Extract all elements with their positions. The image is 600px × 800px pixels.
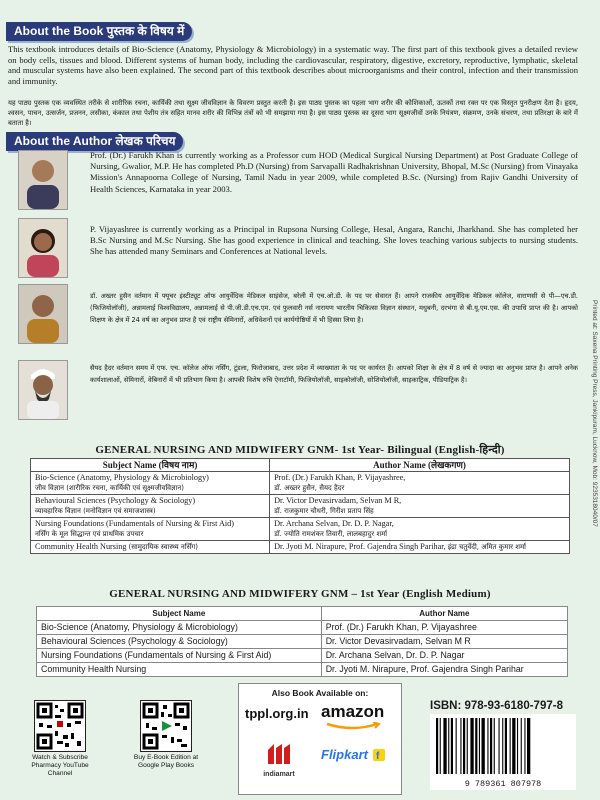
about-book-en: This textbook introduces details of Bio-Science (Anatomy, Physiology & Microbiology) in a systematic way. The first part of this textbook gives a detailed review on body cells, tissues and blood. Different systems of human body, including the cardiovascular, respiratory, digestive, excretory, reproductive, lymphatic, skeletal and muscular systems have also been explained. The second part of this textbook describes about microorganisms and their control, infection and their transmission and immunity. (8, 44, 578, 86)
play-books-qr-code[interactable] (140, 700, 192, 752)
indiamart-logo[interactable] (249, 742, 309, 778)
subject: Community Health Nursing (37, 663, 322, 677)
subject-hi: नर्सिंग के मूल सिद्धान्त एवं प्राथमिक उपचार (35, 530, 144, 538)
subject: Bio-Science (Anatomy, Physiology & Microbiology) (37, 621, 322, 635)
table-row (37, 621, 568, 635)
about-book-heading: About the Book पुस्तक के विषय में (6, 22, 192, 41)
table-row (31, 518, 570, 541)
isbn-block (430, 700, 576, 790)
barcode-digits: 9 789361 807978 (464, 779, 542, 789)
author-bio-4: सैयद हैदर वर्तमान समय में एफ. एच. कॉलेज ऑफ नर्सिंग, टूंडला, फिरोजाबाद, उत्तर प्रदेश में व्याख्याता के पद पर कार्यरत हैं। आपको शिक्षा के क्षेत्र में 8 वर्ष से ज्यादा का अनुभव प्राप्त है। आपने अनेक कार्यशालाओं, सेमिनारों, वेबिनारों में भी प्रतिभाग किया है। आपकी विशेष रुचि ऐनाटॉमी, फिजियोलॉजी, साइकोलॉजी, सोशियोलॉजी, साइकाट्रिक, पीडियाट्रिक है। (90, 364, 578, 384)
bilingual-table (30, 458, 570, 554)
play-books-qr-label: Buy E-Book Edition at Google Play Books (133, 754, 199, 769)
author: Dr. Archana Selvan, Dr. D. P. Nagar (321, 649, 567, 663)
table-row (31, 495, 570, 518)
author-en: Dr. Victor Devasirvadam, Selvan M R, (274, 496, 402, 505)
subject-hi: व्यावहारिक विज्ञान (मनोविज्ञान एवं समाजशास्त्र) (35, 507, 156, 515)
bilingual-table-title: GENERAL NURSING AND MIDWIFERY GNM- 1st Year- Bilingual (English-हिन्दी) (95, 444, 505, 456)
amazon-logo[interactable]: amazon (321, 702, 395, 728)
subject-hi: जीव विज्ञान (शारीरिक रचना, कार्यिकी एवं सूक्ष्मजीवविज्ञान) (35, 484, 184, 492)
flipkart-label: Flipkart (321, 747, 368, 762)
author: Dr. Jyoti M. Nirapure, Prof. Gajendra Singh Parihar (321, 663, 567, 677)
author: Dr. Victor Devasirvadam, Selvan M R (321, 635, 567, 649)
author-en: Dr. Archana Selvan, Dr. D. P. Nagar, (274, 519, 394, 528)
col-subject-header: Subject Name (विषय नाम) (31, 459, 270, 472)
table-row (37, 649, 568, 663)
table-row (31, 472, 570, 495)
subject-en: Nursing Foundations (Fundamentals of Nursing & First Aid) (35, 519, 234, 528)
subject: Nursing Foundations (Fundamentals of Nursing & First Aid) (37, 649, 322, 663)
author-bio-3: डॉ. अख्तर हुसैन वर्तमान में फ्यूचर इंस्टीट्यूट ऑफ आयुर्वेदिक मेडिकल साइंसेज, बरेली में एच.ओ.डी. के पद पर सेवारत हैं। आपने राजकीय आयुर्वेदिक मेडिकल कॉलेज, वाराणसी से पी—एच.डी. (फिजियोलॉजी), अन्नामलाई विश्वविद्यालय, अन्नामलाई से पी.जी.डी.एच.एम. एवं फुलवारी नर्स नारायण भारतीय चिकित्सा विज्ञान संस्थान, मधुबनी, दरभंगा से बी.यू.एम.एस. की उपाधि प्राप्त की है। आपको शिक्षण के क्षेत्र में 24 वर्ष का अनुभव प्राप्त है एवं राष्ट्रीय सेमिनारों, अधिवेशनों एवं कार्यगोष्ठियों में भी हिस्सा लिया है। (90, 292, 578, 324)
author-photo-1 (18, 150, 68, 210)
col-subject-header: Subject Name (37, 607, 322, 621)
subject: Behavioural Sciences (Psychology & Sociology) (37, 635, 322, 649)
printer-note: Printed at: Saxena Printing Press, Jankipuram, Lucknow, Mob: 9235318040/07 (591, 300, 598, 527)
author-hi: डॉ. अख्तर हुसैन, सैयद हैदर (274, 484, 345, 492)
author-photo-2 (18, 218, 68, 278)
subject-en: Bio-Science (Anatomy, Physiology & Microbiology) (35, 473, 209, 482)
subject-hi: (सामुदायिक स्वास्थ्य नर्सिंग) (128, 543, 199, 551)
table-row (37, 635, 568, 649)
isbn-text: ISBN: 978-93-6180-797-8 (430, 698, 576, 714)
col-author-header: Author Name (लेखकगण) (270, 459, 570, 472)
english-table-title: GENERAL NURSING AND MIDWIFERY GNM – 1st Year (English Medium) (109, 588, 491, 600)
table-row (31, 541, 570, 554)
stores-box (238, 683, 402, 795)
author-en: Dr. Jyoti M. Nirapure, Prof. Gajendra Singh Parihar, (274, 542, 446, 551)
subject-en: Behavioural Sciences (Psychology & Sociology) (35, 496, 196, 505)
svg-text:f: f (375, 751, 380, 762)
author-hi: इंद्रा चतुर्वेदी, अमित कुमार शर्मा (447, 543, 526, 551)
col-author-header: Author Name (321, 607, 567, 621)
flipkart-logo[interactable] (321, 746, 395, 764)
author-hi: डॉ. राजकुमार चौधरी, गिरीश प्रताप सिंह (274, 507, 374, 515)
stores-heading: Also Book Available on: (271, 688, 369, 698)
author-photo-4 (18, 360, 68, 420)
barcode (430, 718, 576, 776)
table-row (37, 663, 568, 677)
author-bio-1: Prof. (Dr.) Farukh Khan is currently working as a Professor cum HOD (Medical Surgical Nursing Department) at Post Graduate College of Nursing, Gwalior, M.P. He has completed Ph.D (Nursing) from Sarvapalli Radhakrishnan University, Bhopal, M.Sc (Nursing) from Vinayaka Mission's Annapoorna College of Nursing, Tamil Nadu in year 2009, while completed B.Sc. (Nursing) from Rajiv Gandhi University of Health Sciences, Karnataka in year 2003. (90, 150, 578, 194)
author-photo-3 (18, 284, 68, 344)
about-book-hi: यह पाठ्य पुस्तक एक व्यवस्थित तरीके से शारीरिक रचना, कार्यिकी तथा सूक्ष्म जीवविज्ञान के विवरण प्रस्तुत करती है। इस पाठ्य पुस्तक का पहला भाग शरीर की कोशिकाओं, ऊतकों तथा रक्त पर एक विस्तृत पुनरीक्षण देता है। हृदय, श्वसन, पाचन, उत्सर्जन, प्रजनन, लसीका, कंकाल तथा पेशीय तंत्र सहित मानव शरीर की विभिन्न तंत्रों को भी समझाया गया है। इस पाठ्य पुस्तक का दूसरा भाग सूक्ष्मजीवों उनके नियंत्रण, संक्रमण, उनके संचरण, तथा प्रतिरक्षा के बारे में बताता है। (8, 99, 578, 128)
author-bio-2: P. Vijayashree is currently working as a Principal in Rupsona Nursing College, Hesal, Angara, Ranchi, Jharkhand. She has completed her B.Sc Nursing and M.Sc Nursing. She has good experience in clinical and teaching. She loves teaching various subjects to nursing students. She has attended many Seminars and Conferences at National levels. (90, 224, 578, 257)
subject-en: Community Health Nursing (35, 542, 127, 551)
author: Prof. (Dr.) Farukh Khan, P. Vijayashree (321, 621, 567, 635)
about-author-heading: About the Author लेखक परिचय (6, 132, 183, 151)
indiamart-label: indiamart (263, 771, 295, 778)
tppl-link[interactable]: tppl.org.in (245, 706, 309, 721)
author-en: Prof. (Dr.) Farukh Khan, P. Vijayashree, (274, 473, 406, 482)
youtube-qr-label: Watch & Subscribe Pharmacy YouTube Channel (31, 754, 89, 777)
author-hi: डॉ. ज्योति रामशंकर तिवारी, लालबहादुर शर्मा (274, 530, 388, 538)
english-table (36, 606, 568, 677)
youtube-qr-code[interactable] (34, 700, 86, 752)
